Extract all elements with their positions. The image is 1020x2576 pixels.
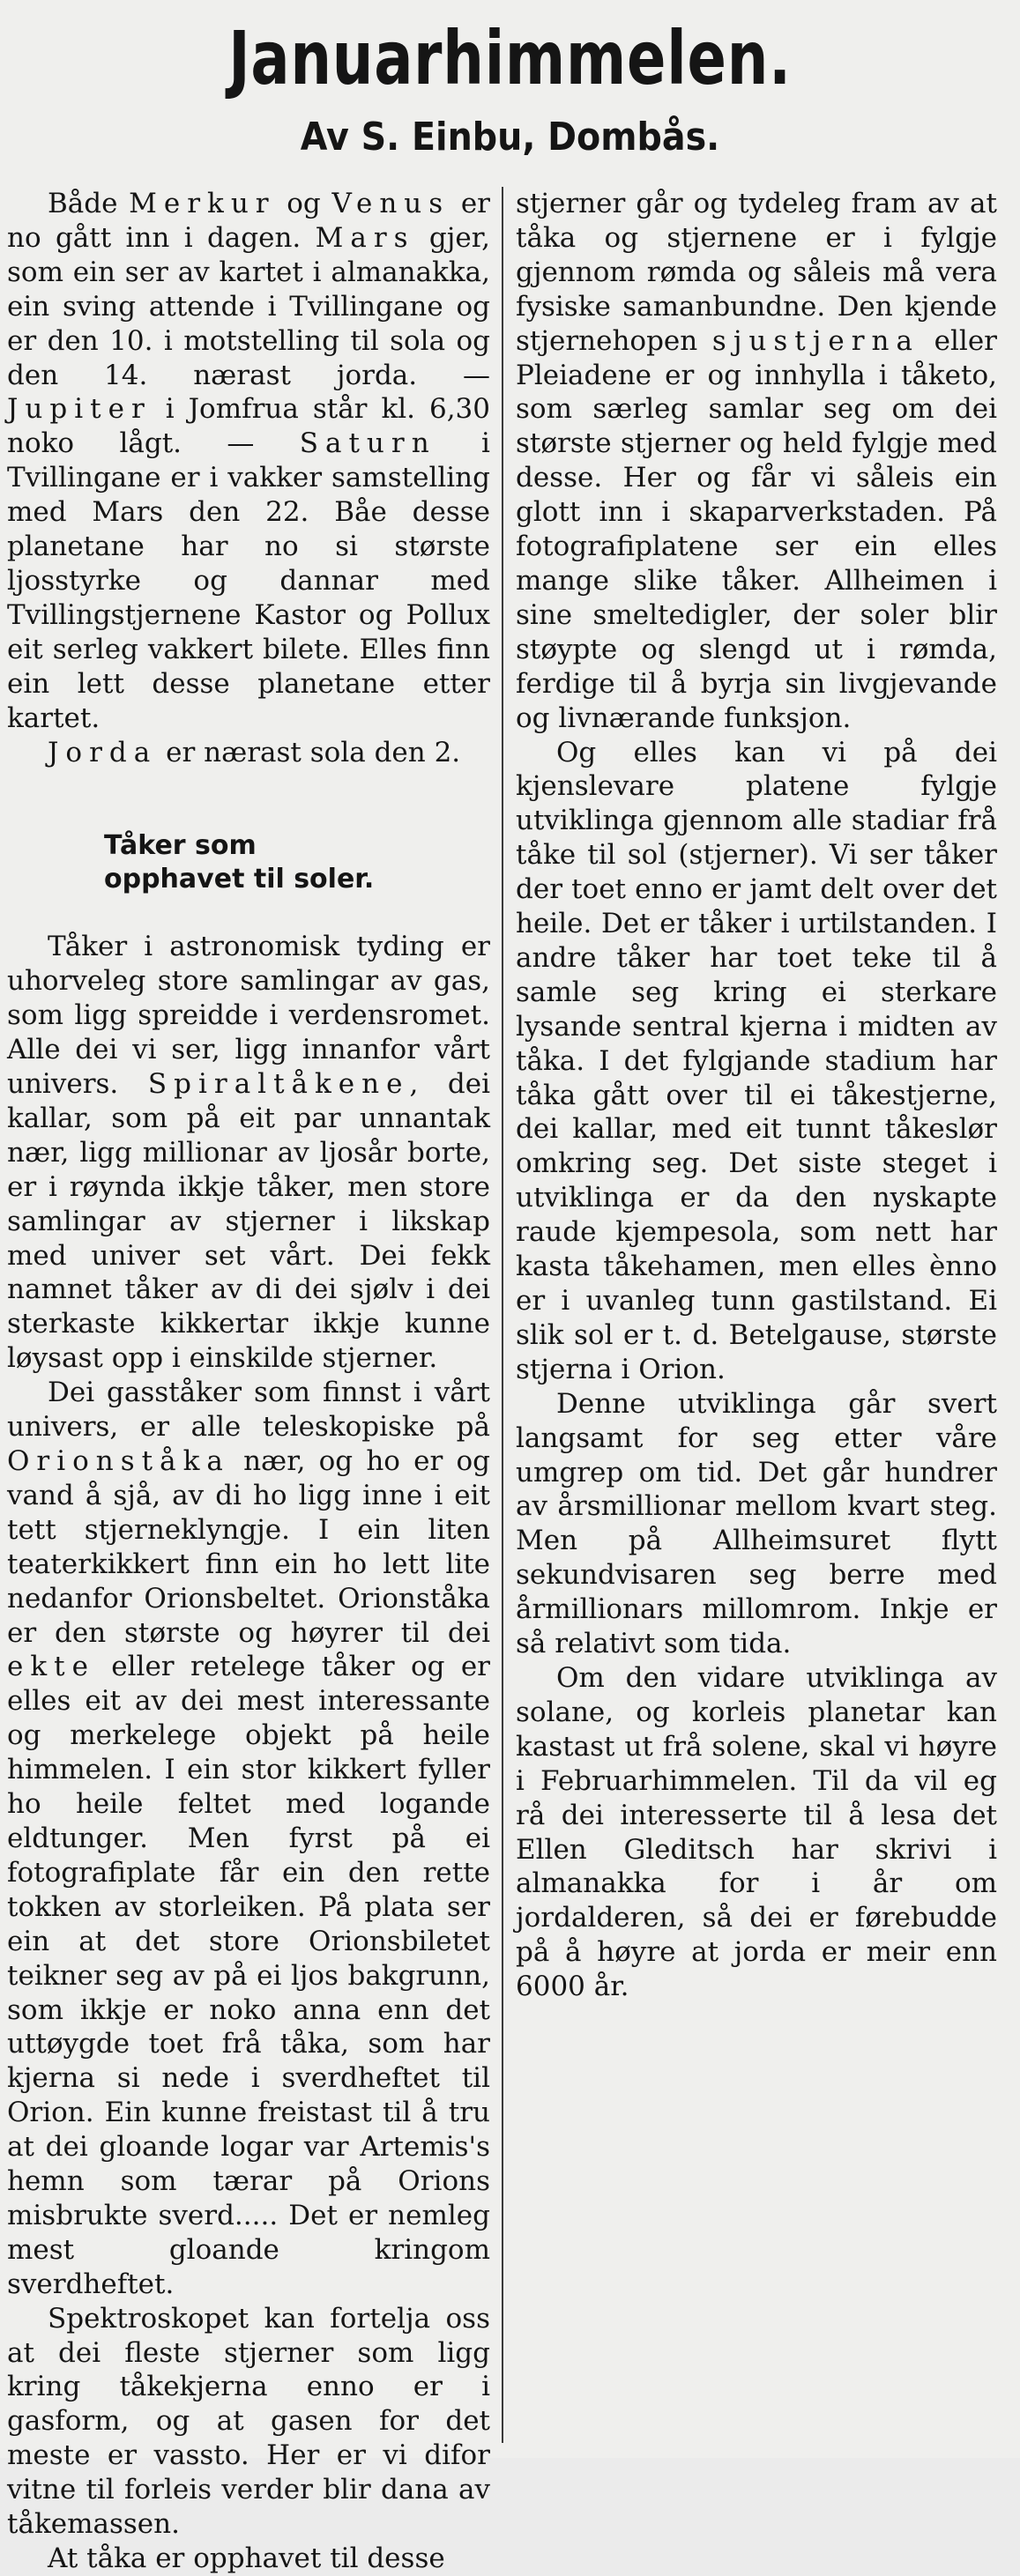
- paragraph-closing: Om den vidare utviklinga av solane, og korleis planetar kan kastast ut frå solene, skal vi høyre i Februarhimmelen. Til da vil eg rå dei interesserte til å lesa det Ellen Gleditsch har skrivi i almanakka for i år om jordalderen, så dei er førebudde på å høyre at jorda er meir enn 6000 år.: [516, 1661, 997, 2003]
- left-column: [7, 187, 490, 2576]
- text-fragment: eller retelege tåker og er elles eit av dei mest interessante og merkelege objekt på heile himmelen. I ein stor kikkert fyller ho heile feltet med logande eldtunger. Men fyrst på ei fotografiplate får ein den rette tokken av storleiken. På plata ser ein at det store Orionsbiletet teikner seg av på ei ljos bakgrunn, som ikkje er noko anna enn det uttøygde toet frå tåka, som har kjerna si nede i sverdheftet til Orion. Ein kunne freistast til å tru at dei gloande logar var Artemis's hemn som tærar på Orions misbrukte sverd..... Det er nemleg mest gloande kringom sverdheftet.: [7, 1651, 490, 2300]
- text-fragment: i Tvillingane er i vakker samstelling med Mars den 22. Båe desse planetane har no si største ljosstyrke og dannar med Tvillingstjernene Kastor og Pollux eit serleg vakkert bilete. Elles finn ein lett desse planetane etter kartet.: [7, 427, 490, 734]
- planet-name-jorda: Jorda: [48, 736, 158, 768]
- article-title: Januarhimmelen.: [228, 15, 792, 101]
- term-orionstaka: Orionståka: [7, 1445, 230, 1477]
- paragraph-nebulae: [7, 930, 490, 1376]
- paragraph-earth: [7, 736, 490, 770]
- text-fragment: nær, og ho er og vand å sjå, av di ho ligg inne i eit tett stjerneklyngje. I ein liten teaterkikkert finn ein ho lett lite nedanfor Orionsbeltet. Orionståka er den største og høyrer til dei: [7, 1445, 490, 1649]
- paragraph-evolution-stages: Og elles kan vi på dei kjenslevare platene fylgje utviklinga gjennom alle stadiar frå tåke til sol (stjerner). Vi ser tåker der toet enno er jamt delt over det heile. Det er tåker i urtilstanden. I andre tåker har toet teke til å samle seg kring ei sterkare lysande sentral kjerna i midten av tåka. I det fylgjande stadium har tåka gått over til ei tåkestjerne, dei kallar, med eit tunnt tåkeslør omkring seg. Det siste steget i utviklinga er da den nyskapte raude kjempesola, som nett har kasta tåkehamen, men elles ènno er i uvanleg tunn gastilstand. Ei slik sol er t. d. Betelgause, største stjerna i Orion.: [516, 736, 997, 1385]
- text-fragment: gjer, som ein ser av kartet i almanakka, ein sving attende i Tvillingane og er den 10. i motstelling til sola og den 14. nærast jorda. —: [7, 221, 490, 391]
- text-fragment: eller Pleiadene er og innhylla i tåketo, som særleg samlar seg om dei største stjerner og held fylgje med desse. Her og får vi såleis ein glott inn i skaparverkstaden. På fotografiplatene ser ein elles mange slike tåker. Allheimen i sine smeltedigler, der soler blir støypte og slengd ut i rømda, ferdige til å byrja sin livgjevande og livnærande funksjon.: [516, 324, 997, 734]
- paragraph-timescale: Denne utviklinga går svert langsamt for seg etter våre umgrep om tid. Det går hundrer av årsmillionar mellom kvart steg. Men på Allheimsuret flytt sekundvisaren seg berre med årmillionars millomrom. Inkje er så relativt som tida.: [516, 1387, 997, 1660]
- text-fragment: Både: [48, 188, 130, 219]
- planet-name-merkur: Merkur: [129, 188, 276, 219]
- paragraph-continued: [516, 187, 997, 736]
- term-ekte: ekte: [7, 1651, 95, 1683]
- text-fragment: og: [275, 188, 332, 219]
- text-fragment: i Jomfrua står kl. 6,30 noko lågt. —: [7, 393, 490, 460]
- text-fragment: Tåker i astronomisk tyding er uhorveleg store samlingar av gas, som ligg spreidde i verdensromet. Alle dei vi ser, ligg innanfor vårt univers.: [7, 931, 490, 1101]
- article-byline: Av S. Einbu, Dombås.: [300, 115, 720, 160]
- paragraph-spectroscope: Spektroskopet kan fortelja oss at dei fleste stjerner som ligg kring tåkekjerna enno er i gasform, og at gasen for det meste er vassto. Her er vi difor vitne til forleis verder blir dana av tåkemassen.: [7, 2302, 490, 2541]
- text-fragment: Dei gasståker som finnst i vårt univers, er alle teleskopiske på: [7, 1377, 490, 1444]
- term-spiraltakene: Spiraltåkene: [147, 1068, 410, 1101]
- paragraph-origin: At tåka er opphavet til desse: [48, 2543, 445, 2574]
- paragraph-gas-nebulae: [7, 1376, 490, 2301]
- text-fragment: stjerner går og tydeleg fram av at tåka og stjernene er i fylgje gjennom rømda og såleis må vera fysiske samanbundne. Den kjende stjernehopen: [516, 188, 997, 357]
- planet-name-mars: Mars: [315, 221, 415, 254]
- text-fragment: er no gått inn i dagen.: [7, 188, 490, 254]
- planet-name-jupiter: Jupiter: [7, 393, 152, 426]
- planet-name-saturn: Saturn: [299, 427, 436, 460]
- paragraph-planets: [7, 187, 490, 736]
- text-fragment: , dei kallar, som på eit par unnantak nær, ligg millionar av ljosår borte, er i røynda ikkje tåker, men store samlingar av stjerner i likskap med univer set vårt. Dei fekk namnet tåker av di dei sjølv i dei sterkaste kikkertar ikkje kunne løysast opp i einskilde stjerner.: [7, 1068, 491, 1375]
- right-column: [516, 187, 997, 2004]
- planet-name-venus: Venus: [331, 188, 450, 219]
- column-divider: [502, 187, 503, 2443]
- term-sjustjerna: sjustjerna: [711, 324, 919, 357]
- section-subheading: Tåker som opphavet til soler.: [104, 830, 375, 895]
- text-fragment: er nærast sola den 2.: [157, 736, 461, 768]
